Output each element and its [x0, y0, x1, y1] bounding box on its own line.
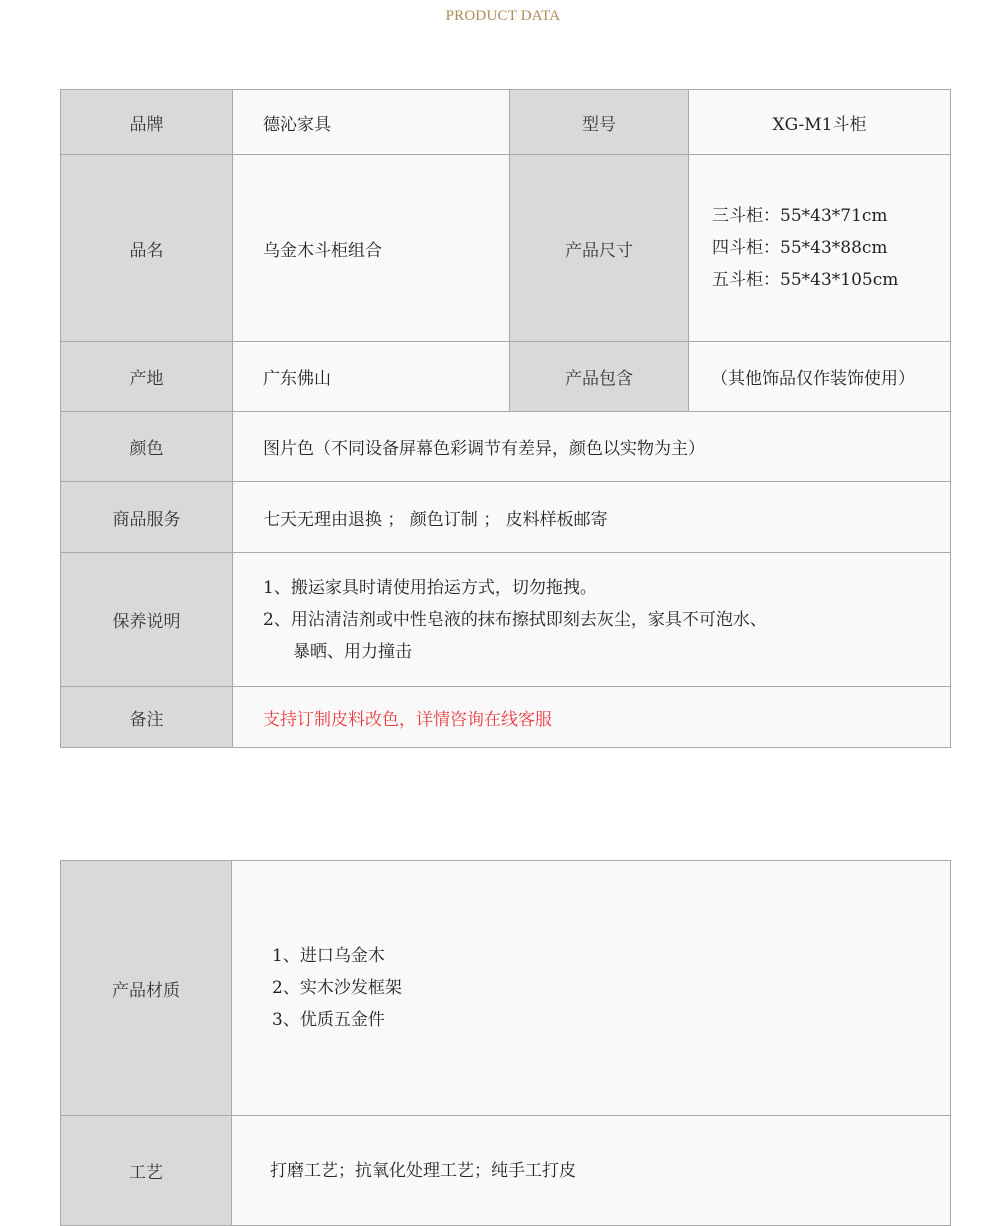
contents-value: （其他饰品仅作装饰使用） — [689, 342, 951, 412]
brand-value: 德沁家具 — [233, 90, 510, 155]
row-craft — [61, 1116, 951, 1226]
care-value — [233, 553, 951, 687]
name-label: 品名 — [61, 155, 233, 342]
craft-label: 工艺 — [61, 1116, 232, 1226]
material-line: 1、进口乌金木 — [272, 946, 385, 966]
size-label: 产品尺寸 — [510, 155, 689, 342]
size-line: 三斗柜：55*43*71cm — [712, 206, 888, 226]
size-value — [689, 155, 951, 342]
row-origin — [61, 342, 951, 412]
care-label: 保养说明 — [61, 553, 233, 687]
model-value: XG-M1斗柜 — [689, 90, 951, 155]
service-label: 商品服务 — [61, 482, 233, 553]
row-name — [61, 155, 951, 342]
spec-table — [60, 89, 951, 748]
row-service — [61, 482, 951, 553]
origin-label: 产地 — [61, 342, 233, 412]
row-material — [61, 861, 951, 1116]
care-line: 1、搬运家具时请使用抬运方式，切勿拖拽。 — [263, 577, 597, 598]
color-value: 图片色（不同设备屏幕色彩调节有差异，颜色以实物为主） — [233, 412, 951, 482]
care-line: 暴晒、用力撞击 — [293, 641, 412, 662]
note-label: 备注 — [61, 687, 233, 748]
page-header: PRODUCT DATA — [445, 8, 561, 24]
craft-value: 打磨工艺；抗氧化处理工艺；纯手工打皮 — [232, 1116, 951, 1226]
row-note — [61, 687, 951, 748]
material-table — [60, 860, 951, 1226]
brand-label: 品牌 — [61, 90, 233, 155]
size-line: 四斗柜：55*43*88cm — [712, 238, 888, 258]
size-line: 五斗柜：55*43*105cm — [712, 270, 899, 290]
material-line: 3、优质五金件 — [272, 1010, 385, 1030]
row-color — [61, 412, 951, 482]
material-value — [232, 861, 951, 1116]
material-label: 产品材质 — [61, 861, 232, 1116]
color-label: 颜色 — [61, 412, 233, 482]
row-care — [61, 553, 951, 687]
name-value: 乌金木斗柜组合 — [233, 155, 510, 342]
model-label: 型号 — [510, 90, 689, 155]
origin-value: 广东佛山 — [233, 342, 510, 412]
note-value: 支持订制皮料改色，详情咨询在线客服 — [233, 687, 951, 748]
material-line: 2、实木沙发框架 — [272, 978, 402, 998]
service-value: 七天无理由退换 ； 颜色订制 ； 皮料样板邮寄 — [233, 482, 951, 553]
contents-label: 产品包含 — [510, 342, 689, 412]
care-line: 2、用沾清洁剂或中性皂液的抹布擦拭即刻去灰尘，家具不可泡水、 — [263, 609, 767, 630]
row-brand — [61, 90, 951, 155]
